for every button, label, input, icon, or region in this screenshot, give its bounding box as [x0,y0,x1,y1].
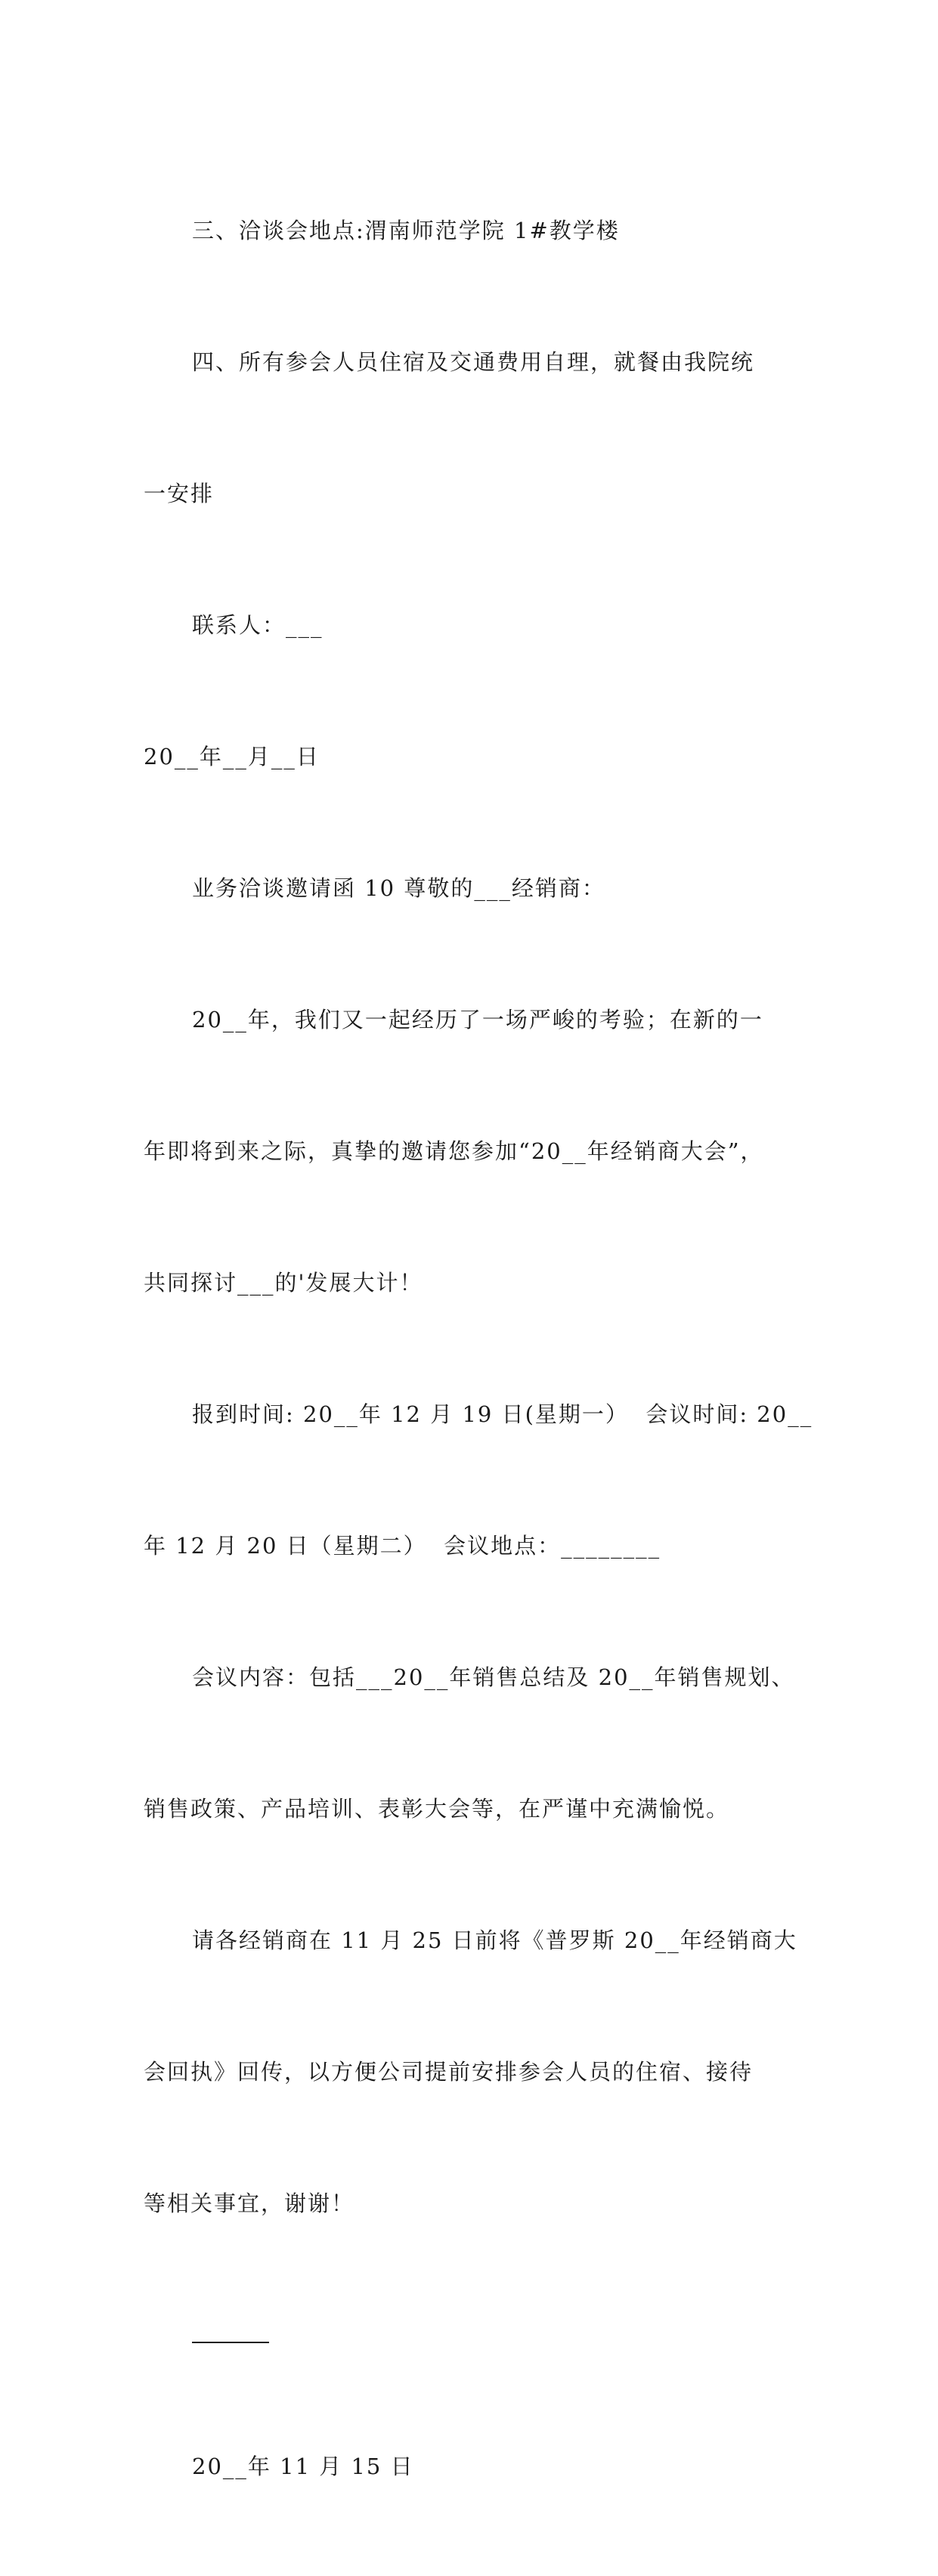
paragraph-reply-line-3: 等相关事宜，谢谢！ [144,2191,355,2216]
document-body [144,121,813,2576]
paragraph-venue: 三、洽谈会地点:渭南师范学院 1#教学楼 [192,218,620,243]
paragraph-expenses: 四、所有参会人员住宿及交通费用自理，就餐由我院统 [192,349,755,375]
signature-line [144,2313,809,2357]
paragraph-intro-line-3: 共同探讨___的'发展大计！ [144,1270,423,1296]
signature-underline [192,2342,269,2343]
paragraph-reply: 请各经销商在 11 月 25 日前将《普罗斯 20__年经销商大 [192,1927,797,1953]
contact-person: 联系人：___ [192,612,324,638]
first-date: 20__年__月__日 [144,744,320,769]
paragraph-reply-line-2: 会回执》回传，以方便公司提前安排参会人员的住宿、接待 [144,2059,754,2085]
closing-date: 20__年 11 月 15 日 [192,2454,414,2479]
paragraph-schedule-line-2: 年 12 月 20 日（星期二） 会议地点：________ [144,1533,661,1559]
paragraph-expenses-continued: 一安排 [144,481,215,506]
paragraph-content-line-2: 销售政策、产品培训、表彰大会等，在严谨中充满愉悦。 [144,1796,730,1822]
letter-salutation: 业务洽谈邀请函 10 尊敬的___经销商： [192,875,605,901]
paragraph-content: 会议内容：包括___20__年销售总结及 20__年销售规划、 [192,1664,795,1690]
paragraph-intro: 20__年，我们又一起经历了一场严峻的考验；在新的一 [192,1007,763,1033]
paragraph-intro-line-2: 年即将到来之际，真挚的邀请您参加“20__年经销商大会”， [144,1138,764,1164]
paragraph-schedule: 报到时间: 20__年 12 月 19 日(星期一） 会议时间: 20__ [192,1401,813,1427]
